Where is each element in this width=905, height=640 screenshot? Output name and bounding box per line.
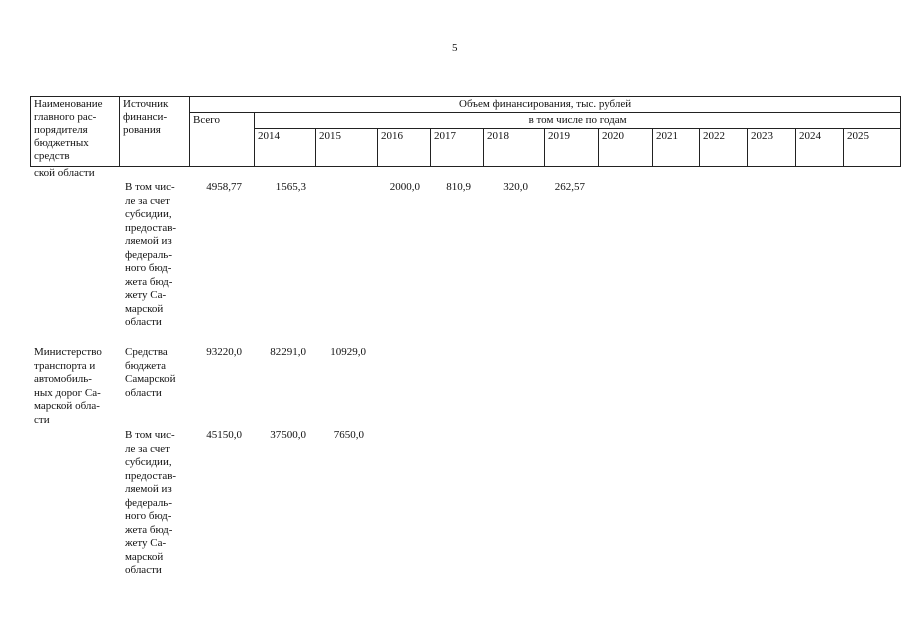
header-volume: Объем финансирования, тыс. рублей	[190, 97, 901, 113]
row1-2018: 320,0	[503, 181, 528, 193]
financing-table-header	[30, 96, 901, 167]
header-by-years: в том числе по годам	[255, 113, 901, 129]
row1-2016: 2000,0	[389, 181, 420, 193]
header-year-2024: 2024	[796, 129, 844, 167]
row2-name: Министерство транспорта и автомобиль- ных дорог Са- марской обла- сти	[34, 346, 102, 426]
header-year-2017: 2017	[431, 129, 484, 167]
row3-2014: 37500,0	[270, 429, 306, 441]
row0-name: ской области	[34, 167, 95, 179]
header-year-2022: 2022	[700, 129, 748, 167]
row1-2017: 810,9	[446, 181, 471, 193]
row1-2019: 262,57	[554, 181, 585, 193]
header-year-2025: 2025	[844, 129, 901, 167]
row2-source: Средства бюджета Самарской области	[125, 346, 176, 399]
header-year-2023: 2023	[748, 129, 796, 167]
row1-2014: 1565,3	[275, 181, 306, 193]
page-number: 5	[452, 42, 458, 54]
header-source: Источник финанси- рования	[120, 97, 190, 167]
row1-source: В том чис- ле за счет субсидии, предостав- ляемой из федераль- ного бюд- жета бюд- жету Са- марской области	[125, 181, 177, 328]
header-year-2018: 2018	[484, 129, 545, 167]
header-year-2014: 2014	[255, 129, 316, 167]
header-name: Наименование главного рас- порядителя бюджетных средств	[31, 97, 120, 167]
header-year-2016: 2016	[378, 129, 431, 167]
header-year-2015: 2015	[316, 129, 378, 167]
row3-total: 45150,0	[206, 429, 242, 441]
header-year-2019: 2019	[545, 129, 599, 167]
header-total: Всего	[190, 113, 255, 167]
header-year-2020: 2020	[599, 129, 653, 167]
row3-source: В том чис- ле за счет субсидии, предостав- ляемой из федераль- ного бюд- жета бюд- жету Са- марской области	[125, 429, 177, 576]
header-year-2021: 2021	[653, 129, 700, 167]
row2-2014: 82291,0	[270, 346, 306, 358]
row3-2015: 7650,0	[333, 429, 364, 441]
row2-2015: 10929,0	[330, 346, 366, 358]
row1-total: 4958,77	[206, 181, 242, 193]
row2-total: 93220,0	[206, 346, 242, 358]
